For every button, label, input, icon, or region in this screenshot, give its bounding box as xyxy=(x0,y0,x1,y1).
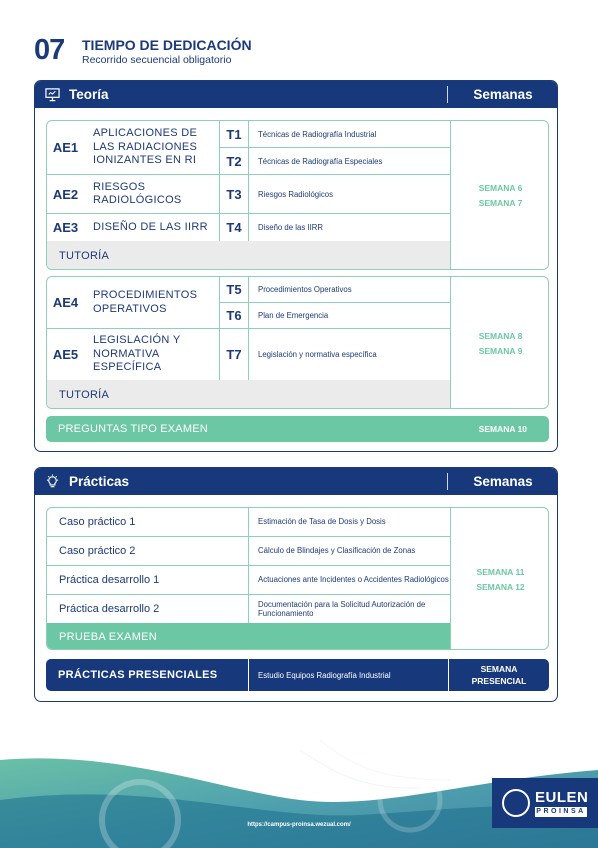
week-label: SEMANA 6 xyxy=(478,183,523,193)
topic-desc: Plan de Emergencia xyxy=(258,311,329,320)
week-label: SEMANA 7 xyxy=(478,198,523,208)
practicas-header xyxy=(35,468,557,495)
exam-label: PREGUNTAS TIPO EXAMEN xyxy=(58,423,208,435)
tutoria-row: TUTORÍA xyxy=(47,380,450,409)
practice-desc: Documentación para la Solicitud Autorización de Funcionamiento xyxy=(258,599,426,618)
lightbulb-icon xyxy=(45,474,60,489)
topic-code: T6 xyxy=(219,303,249,328)
week-label: SEMANA 8 xyxy=(478,330,523,341)
presencial-week-line1: SEMANA xyxy=(480,664,518,674)
tutoria-row: TUTORÍA xyxy=(47,241,450,270)
ae-code: AE3 xyxy=(52,220,79,235)
exam-bar xyxy=(46,416,549,442)
practice-name: Práctica desarrollo 1 xyxy=(47,566,249,594)
practice-desc: Actuaciones ante Incidentes o Accidentes Radiológicos xyxy=(258,575,449,585)
practice-name: Caso práctico 1 xyxy=(47,508,249,536)
footer-url[interactable]: https://campus-proinsa.wezual.com/ xyxy=(247,822,351,828)
topic-desc: Riesgos Radiológicos xyxy=(258,189,333,199)
practicas-weeks-header: Semanas xyxy=(473,474,533,489)
teoria-panel xyxy=(34,80,558,452)
ae-code: AE5 xyxy=(52,347,79,362)
practicas-group xyxy=(46,507,549,650)
week-label: SEMANA 12 xyxy=(476,581,525,592)
practice-name: Caso práctico 2 xyxy=(47,537,249,565)
ae-title: LEGISLACIÓN Y NORMATIVA ESPECÍFICA xyxy=(93,334,181,374)
presencial-week-line2: PRESENCIAL xyxy=(471,676,527,686)
topic-desc: Técnicas de Radiografía Especiales xyxy=(258,156,383,166)
presencial-desc: Estudio Equipos Radiografía Industrial xyxy=(248,659,449,691)
topic-desc: Técnicas de Radiografía Industrial xyxy=(258,129,377,139)
topic-code: T7 xyxy=(219,329,249,380)
logo-name-bottom: PROINSA xyxy=(536,808,586,815)
weeks-column xyxy=(450,121,549,270)
section-number: 07 xyxy=(34,34,65,66)
topic-code: T3 xyxy=(219,175,249,213)
topic-desc: Procedimientos Operativos xyxy=(258,285,352,294)
teoria-title: Teoría xyxy=(69,87,109,102)
ae-code: AE1 xyxy=(52,140,79,155)
section-subtitle: Recorrido secuencial obligatorio xyxy=(82,54,232,66)
company-logo xyxy=(492,778,598,828)
practice-desc: Estimación de Tasa de Dosis y Dosis xyxy=(258,517,386,527)
practice-name: Práctica desarrollo 2 xyxy=(47,595,249,623)
weeks-column xyxy=(450,508,549,650)
ae-title: PROCEDIMIENTOS OPERATIVOS xyxy=(93,289,198,315)
weeks-column xyxy=(450,277,549,409)
presencial-label: PRÁCTICAS PRESENCIALES xyxy=(58,669,218,681)
topic-code: T4 xyxy=(219,214,249,241)
ae-code: AE4 xyxy=(52,295,79,310)
presencial-week xyxy=(449,663,549,687)
week-label: SEMANA 11 xyxy=(476,566,525,577)
teoria-header xyxy=(35,81,557,108)
exam-week: SEMANA 10 xyxy=(478,424,527,434)
practice-desc: Cálculo de Blindajes y Clasificación de Zonas xyxy=(258,546,416,556)
topic-desc: Diseño de las IIRR xyxy=(258,223,324,232)
ae-code: AE2 xyxy=(52,186,79,202)
logo-name-top: EULEN xyxy=(535,789,589,806)
topic-code: T1 xyxy=(219,121,249,147)
topic-code: T5 xyxy=(219,277,249,302)
teoria-weeks-header: Semanas xyxy=(473,87,533,102)
prueba-examen-row: PRUEBA EXAMEN xyxy=(47,623,450,650)
ae-title: APLICACIONES DE LAS RADIACIONES IONIZANTES EN RI xyxy=(93,127,198,167)
section-title: TIEMPO DE DEDICACIÓN xyxy=(82,37,252,53)
ae-title: RIESGOS RADIOLÓGICOS xyxy=(93,180,182,206)
teoria-group-2 xyxy=(46,276,549,409)
topic-code: T2 xyxy=(219,148,249,174)
presentation-icon xyxy=(45,87,60,102)
ae-title: DISEÑO DE LAS IIRR xyxy=(93,220,208,233)
practicas-panel xyxy=(34,467,558,702)
topic-desc: Legislación y normativa específica xyxy=(258,350,377,359)
presencial-bar xyxy=(46,659,549,691)
practicas-title: Prácticas xyxy=(69,474,130,489)
week-label: SEMANA 9 xyxy=(478,345,523,356)
logo-emblem-icon xyxy=(502,789,530,817)
teoria-group-1 xyxy=(46,120,549,270)
